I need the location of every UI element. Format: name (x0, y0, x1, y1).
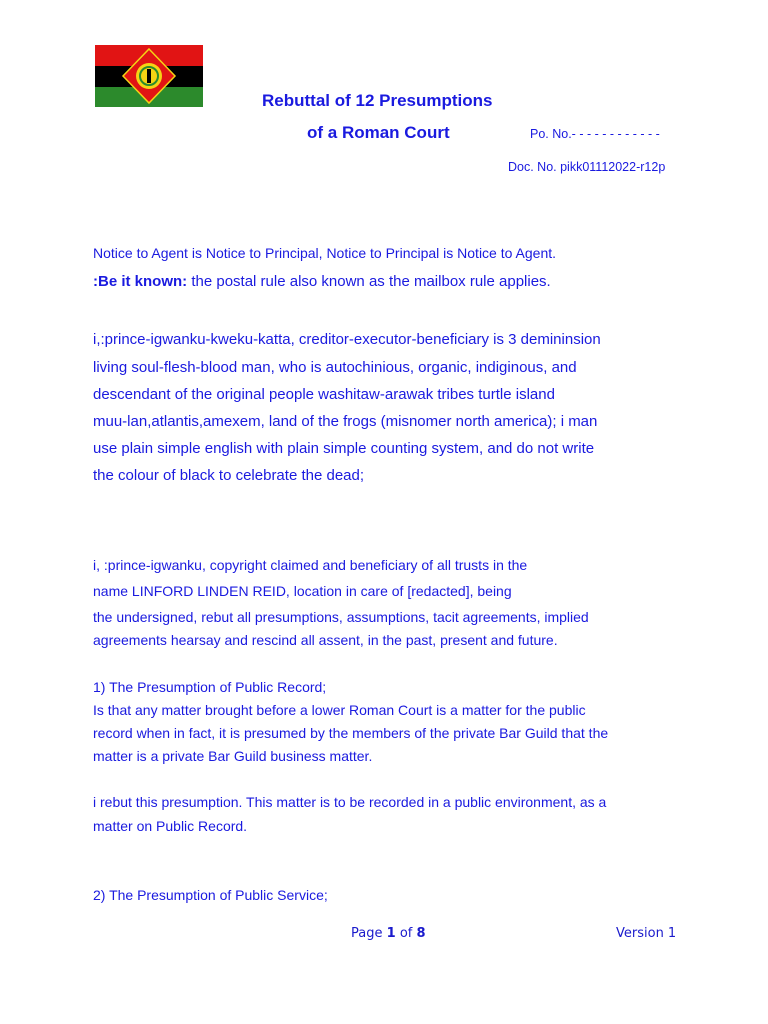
be-it-known-line (93, 273, 551, 290)
be-it-known-text: the postal rule also known as the mailbox rule applies. (187, 273, 551, 290)
doc-title-line2: of a Roman Court (307, 123, 450, 142)
doc-number: Doc. No. pikk01112022-r12p (508, 160, 666, 174)
presumption-body-line: matter is a private Bar Guild business matter. (93, 748, 373, 764)
declaration-line: the colour of black to celebrate the dead; (93, 467, 365, 484)
presumption-body-line: Is that any matter brought before a lower Roman Court is a matter for the public (93, 702, 586, 718)
declaration-line: muu-lan,atlantis,amexem, land of the frogs (misnomer north america); i man (93, 413, 598, 430)
rebuttal-line: i, :prince-igwanku, copyright claimed and beneficiary of all trusts in the (93, 557, 528, 573)
presumption-response-line: matter on Public Record. (93, 818, 248, 834)
declaration-line: descendant of the original people washitaw-arawak tribes turtle island (93, 386, 555, 403)
page-indicator (351, 926, 426, 941)
notice-line: Notice to Agent is Notice to Principal, Notice to Principal is Notice to Agent. (93, 245, 557, 261)
po-number: Po. No.- - - - - - - - - - - - (530, 127, 660, 141)
doc-title-line1: Rebuttal of 12 Presumptions (262, 91, 493, 110)
washitaw-flag-icon (95, 45, 203, 107)
page-current: 1 (386, 926, 396, 941)
presumption-heading: 1) The Presumption of Public Record; (93, 679, 327, 695)
version-label: Version 1 (616, 926, 677, 941)
declaration-line: i,:prince-igwanku-kweku-katta, creditor-executor-beneficiary is 3 demininsion (93, 331, 601, 348)
page-total: 8 (416, 926, 426, 941)
presumption-heading: 2) The Presumption of Public Service; (93, 887, 328, 903)
rebuttal-line: the undersigned, rebut all presumptions, assumptions, tacit agreements, implied (93, 609, 589, 625)
be-it-known-label: :Be it known: (93, 273, 188, 290)
declaration-line: living soul-flesh-blood man, who is autochinious, organic, indiginous, and (93, 359, 577, 376)
presumption-response-line: i rebut this presumption. This matter is to be recorded in a public environment, as a (93, 794, 607, 810)
presumption-body-line: record when in fact, it is presumed by the members of the private Bar Guild that the (93, 725, 609, 741)
page-of: of (399, 926, 413, 941)
page-word: Page (351, 926, 383, 941)
rebuttal-line: name LINFORD LINDEN REID, location in care of [redacted], being (93, 583, 512, 599)
rebuttal-line: agreements hearsay and rescind all assent, in the past, present and future. (93, 632, 558, 648)
declaration-line: use plain simple english with plain simple counting system, and do not write (93, 440, 595, 457)
